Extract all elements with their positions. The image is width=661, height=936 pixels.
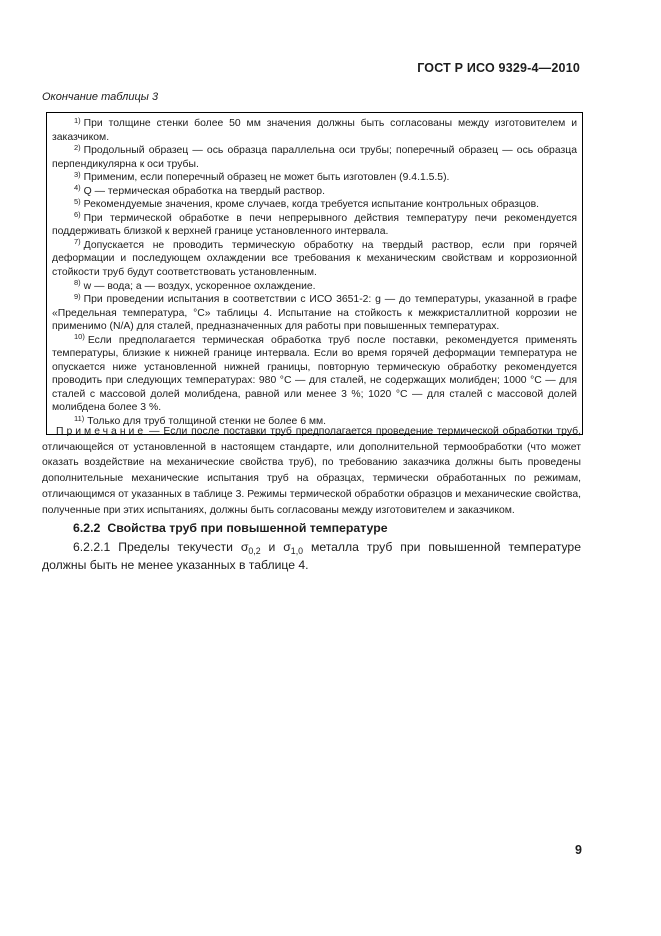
footnote-8-text: w — вода; а — воздух, ускоренное охлаждение. [83, 280, 316, 292]
footnote-2-text: Продольный образец — ось образца параллельна оси трубы; поперечный образец — ось образца перпендикулярна к оси трубы. [52, 145, 577, 170]
paragraph-text-part2: и σ [260, 540, 291, 554]
paragraph-6-2-2-1 [42, 539, 581, 574]
note-paragraph [42, 424, 581, 518]
footnote-1-text: При толщине стенки более 50 мм значения должны быть согласованы между изготовителем и заказчиком. [52, 118, 577, 143]
footnote-4-text: Q — термическая обработка на твердый раствор. [83, 185, 325, 197]
footnote-9-text: При проведении испытания в соответствии с ИСО 3651-2: g — до температуры, указанной в графе «Предельная температура, °С» таблицы 4. Испытание на стойкость к межкристаллитной коррозии не применимо (N/A) для сталей, предназначенных для работы при повышенных температурах. [52, 294, 577, 333]
table-footnotes-box [46, 112, 583, 435]
note-text: — Если после поставки труб предполагается проведение термической обработки труб, отличающейся от установленной в настоящем стандарте, или дополнительной термообработки (что может оказать воздействие на механические свойства труб), по требованию заказчика должны быть проведены дополнительные механические испытания труб на образцах, термически обработанных по режимам, отличающимся от указанных в таблице 3. Режимы термической обработки образцов и механические свойства, полученные при этих испытаниях, должны быть согласованы между изготовителем и заказчиком. [42, 426, 581, 516]
footnote-2-marker: 2) [74, 142, 81, 152]
footnote-2 [52, 144, 577, 171]
footnote-7-text: Допускается не проводить термическую обработку на твердый раствор, если при горячей деформации и последующем охлаждении все требования к механическим свойствам и коррозионной стойкости труб будут соответствовать установленным. [52, 239, 577, 279]
footnote-9-marker: 9) [74, 291, 81, 301]
sigma-1-0-subscript: 1,0 [290, 546, 304, 556]
footnote-11-marker: 11) [74, 413, 85, 423]
footnote-5 [52, 198, 577, 212]
paragraph-text-part3: металла труб при повышенной температуре должны быть не менее указанных в таблице 4. [42, 540, 581, 572]
footnote-3-text: Применим, если поперечный образец не может быть изготовлен (9.4.1.5.5). [83, 172, 450, 184]
footnote-1-marker: 1) [74, 115, 81, 125]
footnote-5-marker: 5) [74, 196, 81, 206]
footnote-10 [52, 334, 577, 415]
footnote-9 [52, 293, 577, 334]
footnote-7-marker: 7) [74, 237, 81, 247]
section-heading [73, 521, 388, 535]
footnote-1 [52, 117, 577, 144]
footnote-6-text: При термической обработке в печи непрерывного действия температуру печи рекомендуется поддерживать близкой к верхней границе установленного интервала. [52, 212, 577, 238]
note-label: Примечание [56, 426, 147, 437]
footnote-6-marker: 6) [74, 210, 81, 220]
footnote-4 [52, 185, 577, 199]
page-header [0, 61, 580, 75]
table-continuation-caption: Окончание таблицы 3 [42, 91, 159, 103]
footnote-3 [52, 171, 577, 185]
sigma-0-2-subscript: 0,2 [248, 546, 261, 556]
footnote-3-marker: 3) [74, 169, 81, 179]
footnote-8-marker: 8) [74, 278, 81, 288]
footnote-5-text: Рекомендуемые значения, кроме случаев, когда требуется испытание контрольных образцов. [83, 199, 540, 211]
section-number: 6.2.2 [73, 521, 101, 535]
section-title: Свойства труб при повышенной температуре [107, 521, 388, 535]
footnote-6 [52, 212, 577, 239]
footnote-7 [52, 239, 577, 280]
footnote-8 [52, 280, 577, 294]
standard-designation: ГОСТ Р ИСО 9329-4—2010 [417, 61, 580, 75]
footnote-11-text: Только для труб толщиной стенки не более 6 мм. [87, 416, 327, 428]
page-number: 9 [575, 843, 582, 857]
footnote-4-marker: 4) [74, 183, 81, 193]
footnote-10-text: Если предполагается термическая обработка труб после поставки, рекомендуется применять температуры, близкие к нижней границе интервала. Если во время горячей деформации температура не опускается ниже установленной нижней границы, повторную термическую обработку рекомендуется проводить при следующих температурах: 980 °С — для сталей, не содержащих молибден; 1000 °С — для сталей с массовой долей молибдена, равной или менее 3 %; 1020 °С — для сталей с массовой долей молибдена более 3 %. [52, 334, 577, 414]
paragraph-text-part1: 6.2.2.1 Пределы текучести σ [73, 540, 249, 554]
footnote-10-marker: 10) [74, 332, 85, 342]
